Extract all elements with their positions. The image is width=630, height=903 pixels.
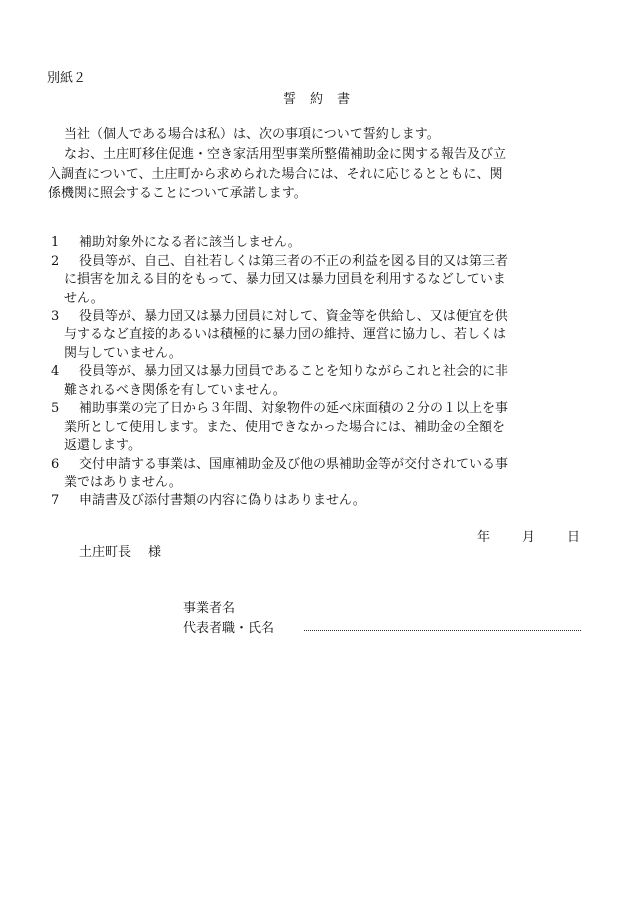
signature-line bbox=[304, 630, 581, 631]
item-line: 交付申請する事業は、国庫補助金及び他の県補助金等が交付されている事 bbox=[79, 457, 509, 472]
item-line: に損害を加える目的をもって、暴力団又は暴力団員を利用するなどしていま bbox=[64, 272, 506, 287]
item-number: 4 bbox=[51, 364, 60, 379]
intro-line-2: なお、土庄町移住促進・空き家活用型事業所整備補助金に関する報告及び立 bbox=[64, 147, 507, 162]
item-line: 難されるべき関係を有していません。 bbox=[64, 383, 286, 398]
item-line: 関与していません。 bbox=[64, 346, 182, 361]
item-number: 1 bbox=[51, 235, 60, 250]
item-number: 5 bbox=[51, 401, 60, 416]
item-number: 2 bbox=[51, 254, 60, 269]
item-line: 返還します。 bbox=[64, 438, 141, 453]
business-name-label: 事業者名 bbox=[183, 601, 236, 616]
item-number: 3 bbox=[51, 309, 60, 324]
item-line: せん。 bbox=[64, 291, 104, 306]
item-line: 役員等が、自己、自社若しくは第三者の不正の利益を図る目的又は第三者 bbox=[79, 254, 509, 269]
item-line: 業ではありません。 bbox=[64, 475, 182, 490]
annex-label: 別紙２ bbox=[47, 71, 87, 86]
item-line: 与するなど直接的あるいは積極的に暴力団の維持、運営に協力し、若しくは bbox=[64, 327, 507, 342]
item-number: 7 bbox=[51, 493, 60, 508]
representative-label: 代表者職・氏名 bbox=[183, 621, 275, 636]
item-line: 補助対象外になる者に該当しません。 bbox=[79, 235, 301, 250]
date-year-label: 年 bbox=[477, 530, 491, 545]
item-line: 申請書及び添付書類の内容に偽りはありません。 bbox=[79, 493, 366, 508]
intro-line-4: 係機関に照会することについて承諾します。 bbox=[48, 186, 307, 201]
date-month-label: 月 bbox=[522, 530, 536, 545]
date-day-label: 日 bbox=[567, 530, 581, 545]
item-line: 役員等が、暴力団又は暴力団員に対して、資金等を供給し、又は便宜を供 bbox=[79, 309, 508, 324]
addressee-name: 土庄町長 bbox=[79, 545, 132, 560]
intro-line-3: 入調査について、土庄町から求められた場合には、それに応じるとともに、関 bbox=[48, 167, 503, 182]
addressee-honorific: 様 bbox=[148, 545, 162, 560]
item-line: 業所として使用します。また、使用できなかった場合には、補助金の全額を bbox=[64, 420, 505, 435]
item-line: 補助事業の完了日から３年間、対象物件の延べ床面積の２分の１以上を事 bbox=[79, 401, 509, 416]
item-number: 6 bbox=[51, 457, 60, 472]
document-title: 誓約書 bbox=[283, 92, 365, 107]
item-line: 役員等が、暴力団又は暴力団員であることを知りながらこれと社会的に非 bbox=[79, 364, 509, 379]
intro-line-1: 当社（個人である場合は私）は、次の事項について誓約します。 bbox=[64, 127, 440, 142]
